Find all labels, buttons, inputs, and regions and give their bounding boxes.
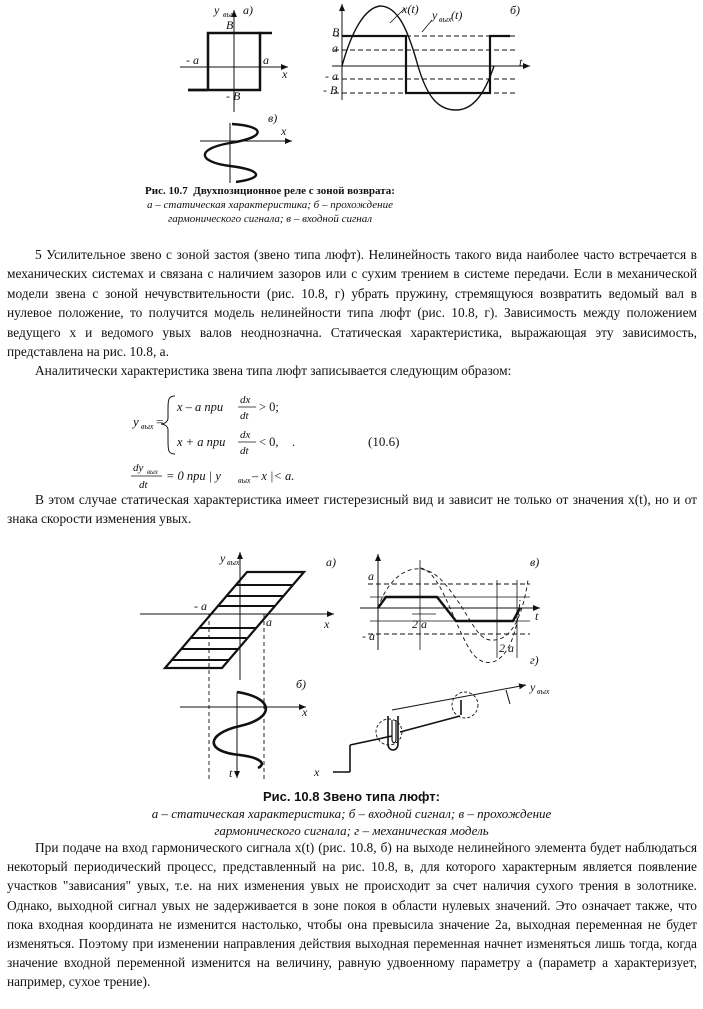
fig108a-a-label: a — [266, 615, 272, 629]
fig107-panel-v — [200, 111, 292, 183]
fig108v-input-ellipse — [378, 569, 528, 640]
formula-row3-num-sub: вых — [147, 468, 158, 476]
fig107a-x-label: x — [282, 67, 288, 81]
formula-row1: x – a при — [177, 400, 224, 414]
formula-lhs: y — [133, 414, 139, 429]
paragraph-backlash-intro: 5 Усилительное звено с зоной застоя (звено типа люфт). Нелинейность такого вида наиболее часто встречается в механических системах и связана с наличием зазоров или с сухим трением в системе передачи. Если в механической модели звена с зоной нечувствительности (рис. 10.8, г) убрать пружину, стремящуюся возвратить ведомый вал в нулевое положение, то получится модель нелинейности типа люфт (рис. 10.8, г). Зависимость между положением ведущего x и ведомого yвых валов неоднозначна. Статическая характеристика, выражающая эту зависимость, представлена на рис. 10.8, а. — [7, 247, 697, 360]
formula-row3-den: dt — [139, 479, 148, 488]
fig107a-B-label: B — [226, 18, 234, 32]
fig108v-a-label: a — [368, 569, 374, 583]
fig107-caption-line3: гармонического сигнала; в – входной сигнал — [167, 213, 373, 225]
fig107b-tag: б) — [510, 3, 521, 17]
fig107a-y-label: y — [214, 3, 220, 17]
fig107b-t-label: t — [519, 55, 523, 69]
formula-row3-sub: вых — [238, 476, 251, 485]
paragraph-harmonic-input: При подаче на вход гармонического сигнала x(t) (рис. 10.8, б) на выходе нелинейного элемента будет наблюдаться некоторый периодический процесс, представленный на рис. 10.8, в, для которого характерным является появление участков "зависания" yвых, т.е. на них изменения yвых не происходит за счет наличия сухого трения в золотнике. Однако, выходной сигнал yвых не задерживается в зоне покоя в области нулевых значений. Это означает также, что пока входная координата не изменится настолько, чтобы она превысила значение 2a, выходная переменная не будет изменяться. Поэтому при изменении направления действия выходная переменная начнет изменяться лишь тогда, когда значение входной переменной изменится на величину, равную удвоенному параметру a (параметр a характеризует, например, сухое трение). — [7, 840, 697, 990]
formula-row3-num: dy — [133, 462, 144, 474]
fig107a-y-sub: вых — [223, 10, 236, 19]
fig107b-sine-curve — [342, 6, 494, 110]
fig107v-tag: в) — [268, 111, 278, 125]
paragraph-analytic: Аналитически характеристика звена типа люфт записывается следующим образом: — [35, 363, 512, 378]
fig107b-minus-B-label: - B — [323, 83, 338, 97]
fig108a-y-sub: вых — [227, 558, 240, 567]
formula-row1-den: dt — [240, 410, 249, 422]
formula-row2-dot: . — [292, 435, 296, 449]
fig108a-y-label: y — [220, 551, 226, 565]
figure-10-8 — [0, 540, 703, 785]
fig108v-2a-label-1: 2 a — [412, 617, 427, 631]
fig108v-minus-a-label: - a — [362, 629, 375, 643]
fig108b-x-label: x — [302, 705, 308, 719]
formula-row2-cond: < 0, — [259, 435, 279, 449]
fig107b-y-sub: вых — [439, 15, 452, 24]
formula-equals: = — [156, 414, 164, 429]
fig108v-2a-label-2: 2 a — [499, 641, 514, 655]
fig108g-tag: г) — [530, 653, 539, 667]
fig107b-y-label: y — [432, 8, 438, 22]
fig108b-input-sine — [214, 692, 266, 768]
paragraph-hysteresis: В этом случае статическая характеристика имеет гистерезисный вид и зависит не только от значения x(t), но и от знака скорости изменения yвых. — [7, 492, 697, 527]
fig107b-output-square — [342, 36, 510, 93]
fig108-caption-line3: гармонического сигнала; г – механическая модель — [214, 823, 489, 838]
formula-row2: x + a при — [177, 435, 226, 449]
fig107a-a-label: a — [263, 53, 269, 67]
fig107a-tag: а) — [243, 3, 253, 17]
fig108v-t-label: t — [535, 609, 539, 623]
fig108g-y-label: y — [530, 680, 536, 694]
formula-row2-num: dx — [240, 429, 251, 441]
fig108-caption — [50, 788, 653, 839]
fig107-caption-title: Двухпозиционное реле с зоной возврата: — [193, 185, 395, 197]
formula-row3-end: – x |< a. — [252, 469, 295, 483]
fig108a-x-label: x — [324, 617, 330, 631]
fig108-panel-a — [140, 551, 336, 780]
fig107b-B-label: B — [332, 25, 340, 39]
fig108-panel-v — [360, 554, 540, 663]
fig108-panel-b — [180, 677, 308, 780]
formula-row1-num: dx — [240, 394, 251, 406]
fig108-panel-g — [313, 653, 550, 779]
fig108g-y-sub: вых — [537, 687, 550, 696]
fig107a-minus-B-label: - B — [226, 89, 241, 103]
fig107b-minus-a-label: - a — [325, 69, 338, 83]
fig108b-t-label: t — [229, 766, 233, 780]
fig107v-input-sine — [205, 124, 258, 182]
fig107b-xt-label: x(t) — [402, 2, 419, 16]
formula-row3-cond: = 0 при | y — [166, 469, 221, 483]
fig107v-x-label: x — [281, 124, 287, 138]
formula-row1-cond: > 0; — [259, 400, 279, 414]
formula-number: (10.6) — [368, 434, 400, 449]
formula-10-6 — [0, 388, 703, 488]
fig107b-a-label: a — [332, 41, 338, 55]
fig108-caption-title: Рис. 10.8 Звено типа люфт: — [263, 789, 440, 804]
fig107-panel-a — [180, 3, 288, 112]
formula-lhs-sub: вых — [141, 422, 154, 431]
fig107-caption-line2: а – статическая характеристика; б – прохождение — [147, 199, 393, 211]
fig108v-tag: в) — [530, 555, 540, 569]
fig108a-tag: а) — [326, 555, 336, 569]
fig107-caption — [100, 184, 440, 226]
fig108-caption-line2: а – статическая характеристика; б – входной сигнал; в – прохождение — [151, 806, 552, 821]
fig108v-output-trace — [378, 597, 520, 621]
fig108b-tag: б) — [296, 677, 307, 691]
fig108a-minus-a-label: - a — [194, 599, 207, 613]
fig107a-minus-a-label: - a — [186, 53, 199, 67]
formula-row2-den: dt — [240, 445, 249, 457]
fig107-caption-number: Рис. 10.7 — [145, 185, 188, 197]
fig107-panel-b — [323, 2, 530, 110]
fig108g-x-label: x — [314, 765, 320, 779]
fig107b-yt-label: (t) — [451, 8, 463, 22]
